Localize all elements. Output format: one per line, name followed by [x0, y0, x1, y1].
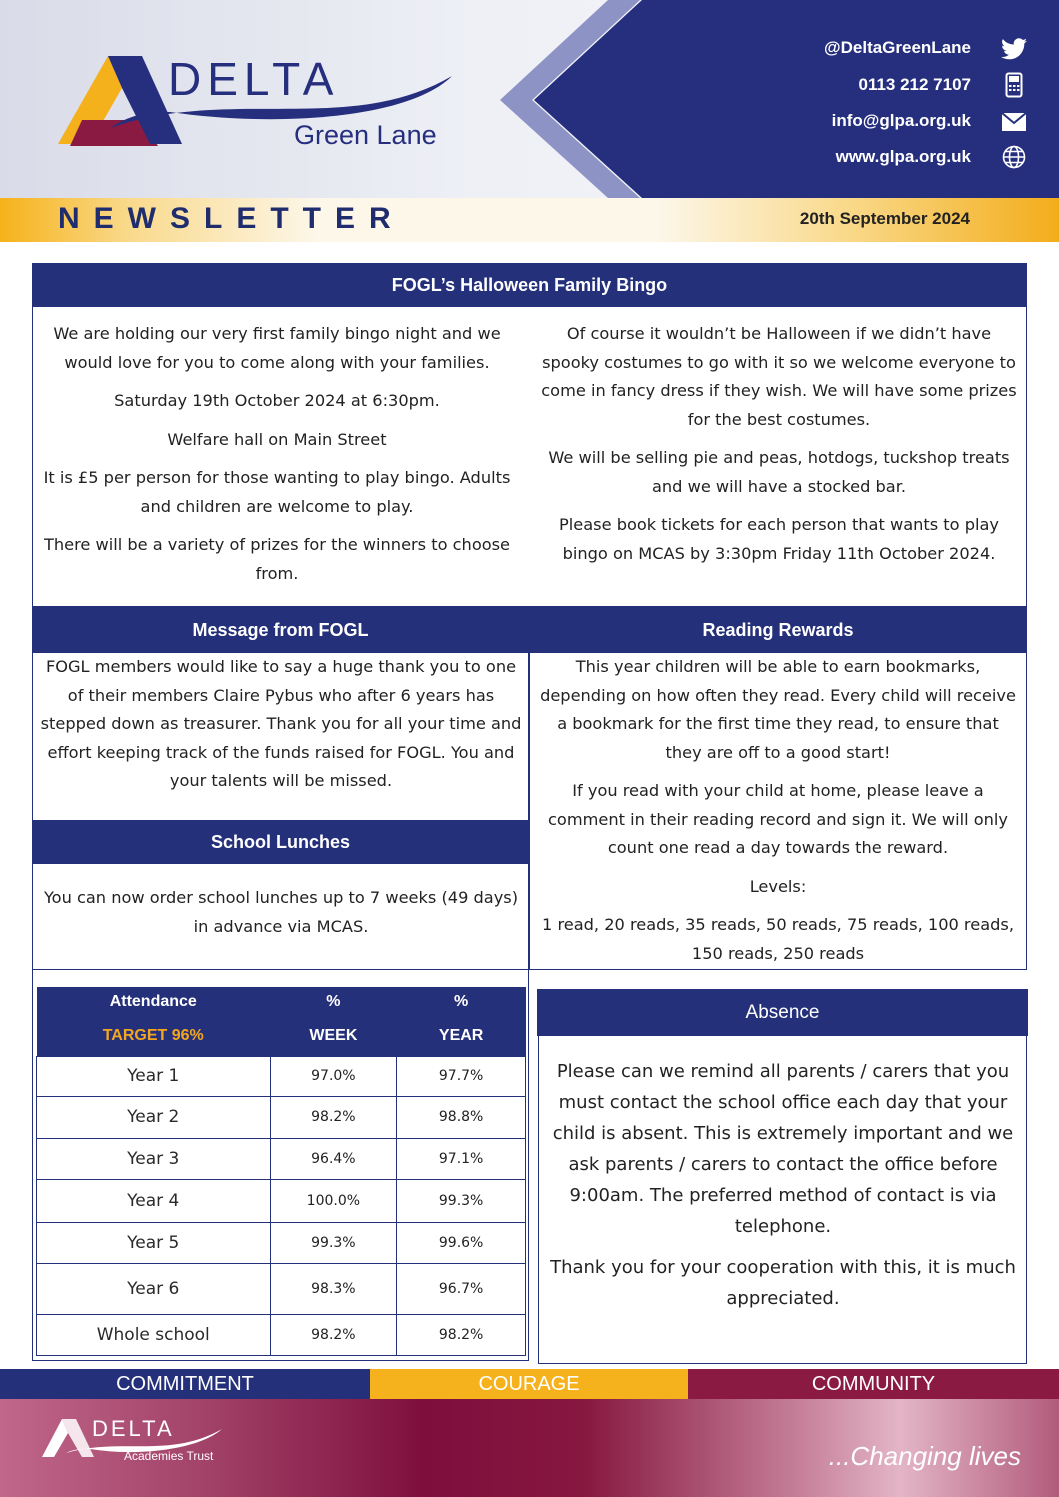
- newsletter-band: [0, 198, 1059, 242]
- newsletter-date: 20th September 2024: [799, 209, 970, 228]
- bingo-title: FOGL’s Halloween Family Bingo: [32, 263, 1027, 307]
- table-row: [37, 1314, 526, 1355]
- week-column-header: WEEK: [270, 1017, 397, 1056]
- email-icon: [1000, 109, 1028, 135]
- week-value: 98.3%: [270, 1263, 397, 1314]
- reading-rewards-title: Reading Rewards: [529, 607, 1027, 653]
- table-row: [37, 1056, 526, 1096]
- year-pct-symbol: %: [397, 987, 526, 1017]
- trust-name: DELTA: [92, 1416, 175, 1441]
- twitter-handle[interactable]: @DeltaGreenLane: [824, 38, 971, 57]
- year-value: 99.6%: [397, 1222, 526, 1263]
- absence-reminder: Please can we remind all parents / carers that you must contact the school office each day that your child is absent. This is extremely important and we ask parents / carers to contact the office before 9:00am. The preferred method of contact is via telephone.: [552, 1061, 1014, 1237]
- week-value: 98.2%: [270, 1096, 397, 1138]
- reading-rewards-body: [538, 653, 1018, 978]
- page-footer: [0, 1399, 1059, 1497]
- reading-instructions: If you read with your child at home, please leave a comment in their reading record and sign it. We will only count one read a day towards the reward.: [548, 781, 1008, 857]
- week-value: 98.2%: [270, 1314, 397, 1355]
- bingo-intro: We are holding our very first family bingo night and we would love for you to come along with your families.: [53, 324, 501, 372]
- page-header: [0, 0, 1059, 198]
- week-value: 96.4%: [270, 1138, 397, 1179]
- row-label: Year 3: [37, 1138, 271, 1179]
- week-value: 97.0%: [270, 1056, 397, 1096]
- column-divider: [528, 606, 530, 970]
- reading-levels: 1 read, 20 reads, 35 reads, 50 reads, 75 reads, 100 reads, 150 reads, 250 reads: [542, 915, 1014, 963]
- bingo-food: We will be selling pie and peas, hotdogs, tuckshop treats and we will have a stocked bar.: [548, 448, 1010, 496]
- website-url[interactable]: www.glpa.org.uk: [835, 147, 971, 166]
- year-column-header: YEAR: [397, 1017, 526, 1056]
- attendance-table: [36, 987, 526, 1356]
- brand-school: Green Lane: [294, 120, 437, 150]
- trust-subtitle: Academies Trust: [124, 1449, 214, 1463]
- row-label: Year 1: [37, 1056, 271, 1096]
- week-value: 99.3%: [270, 1222, 397, 1263]
- row-label: Year 6: [37, 1263, 271, 1314]
- table-row: [37, 1179, 526, 1222]
- bingo-prizes: There will be a variety of prizes for the winners to choose from.: [43, 535, 511, 583]
- school-lunches-body: You can now order school lunches up to 7 weeks (49 days) in advance via MCAS.: [43, 888, 519, 936]
- row-label: Year 5: [37, 1222, 271, 1263]
- fogl-message-body: FOGL members would like to say a huge thank you to one of their members Claire Pybus who after 6 years has stepped down as treasurer. Thank you for all your time and effort keeping track of the funds raised for FOGL. You and your talents will be missed.: [40, 657, 522, 790]
- brand-name: DELTA: [168, 53, 340, 105]
- bingo-costumes: Of course it wouldn’t be Halloween if we didn’t have spooky costumes to go with it so we welcome everyone to come in fancy dress if they wish. We will have some prizes for the best costumes.: [541, 324, 1017, 429]
- year-value: 98.2%: [397, 1314, 526, 1355]
- table-row: [37, 1096, 526, 1138]
- attendance-target: TARGET 96%: [37, 1017, 271, 1056]
- bingo-booking: Please book tickets for each person that wants to play bingo on MCAS by 3:30pm Friday 11th October 2024.: [559, 515, 999, 563]
- row-label: Whole school: [37, 1314, 271, 1355]
- school-lunches-title: School Lunches: [32, 820, 529, 864]
- reading-levels-label: Levels:: [749, 876, 807, 896]
- twitter-icon: [1000, 36, 1028, 62]
- value-courage: COURAGE: [370, 1369, 688, 1399]
- bingo-date: Saturday 19th October 2024 at 6:30pm.: [114, 391, 440, 410]
- year-value: 98.8%: [397, 1096, 526, 1138]
- year-value: 96.7%: [397, 1263, 526, 1314]
- absence-body: [542, 1056, 1024, 1324]
- value-community: COMMUNITY: [688, 1369, 1059, 1399]
- bingo-venue: Welfare hall on Main Street: [167, 429, 387, 449]
- bingo-left-column: [42, 320, 512, 598]
- bingo-right-column: [540, 320, 1018, 578]
- year-value: 97.7%: [397, 1056, 526, 1096]
- row-label: Year 2: [37, 1096, 271, 1138]
- table-row: [37, 1222, 526, 1263]
- email-address[interactable]: info@glpa.org.uk: [831, 111, 971, 130]
- tagline: ...Changing lives: [828, 1441, 1021, 1471]
- absence-thanks: Thank you for your cooperation with this, it is much appreciated.: [550, 1257, 1016, 1309]
- absence-title: Absence: [537, 989, 1028, 1036]
- row-label: Year 4: [37, 1179, 271, 1222]
- week-value: 100.0%: [270, 1179, 397, 1222]
- value-commitment: COMMITMENT: [0, 1369, 370, 1399]
- newsletter-title: NEWSLETTER: [58, 202, 405, 235]
- week-pct-symbol: %: [270, 987, 397, 1017]
- attendance-title: Attendance: [37, 987, 271, 1017]
- table-row: [37, 1138, 526, 1179]
- phone-icon: [1000, 72, 1028, 98]
- bingo-price: It is £5 per person for those wanting to play bingo. Adults and children are welcome to play.: [43, 468, 511, 516]
- year-value: 99.3%: [397, 1179, 526, 1222]
- fogl-message-title: Message from FOGL: [32, 607, 529, 653]
- globe-icon: [1000, 144, 1028, 170]
- table-row: [37, 1263, 526, 1314]
- phone-number[interactable]: 0113 212 7107: [858, 75, 971, 94]
- reading-intro: This year children will be able to earn bookmarks, depending on how often they read. Every child will receive a bookmark for the first time they read, to ensure that they are off to a good start!: [540, 657, 1016, 762]
- year-value: 97.1%: [397, 1138, 526, 1179]
